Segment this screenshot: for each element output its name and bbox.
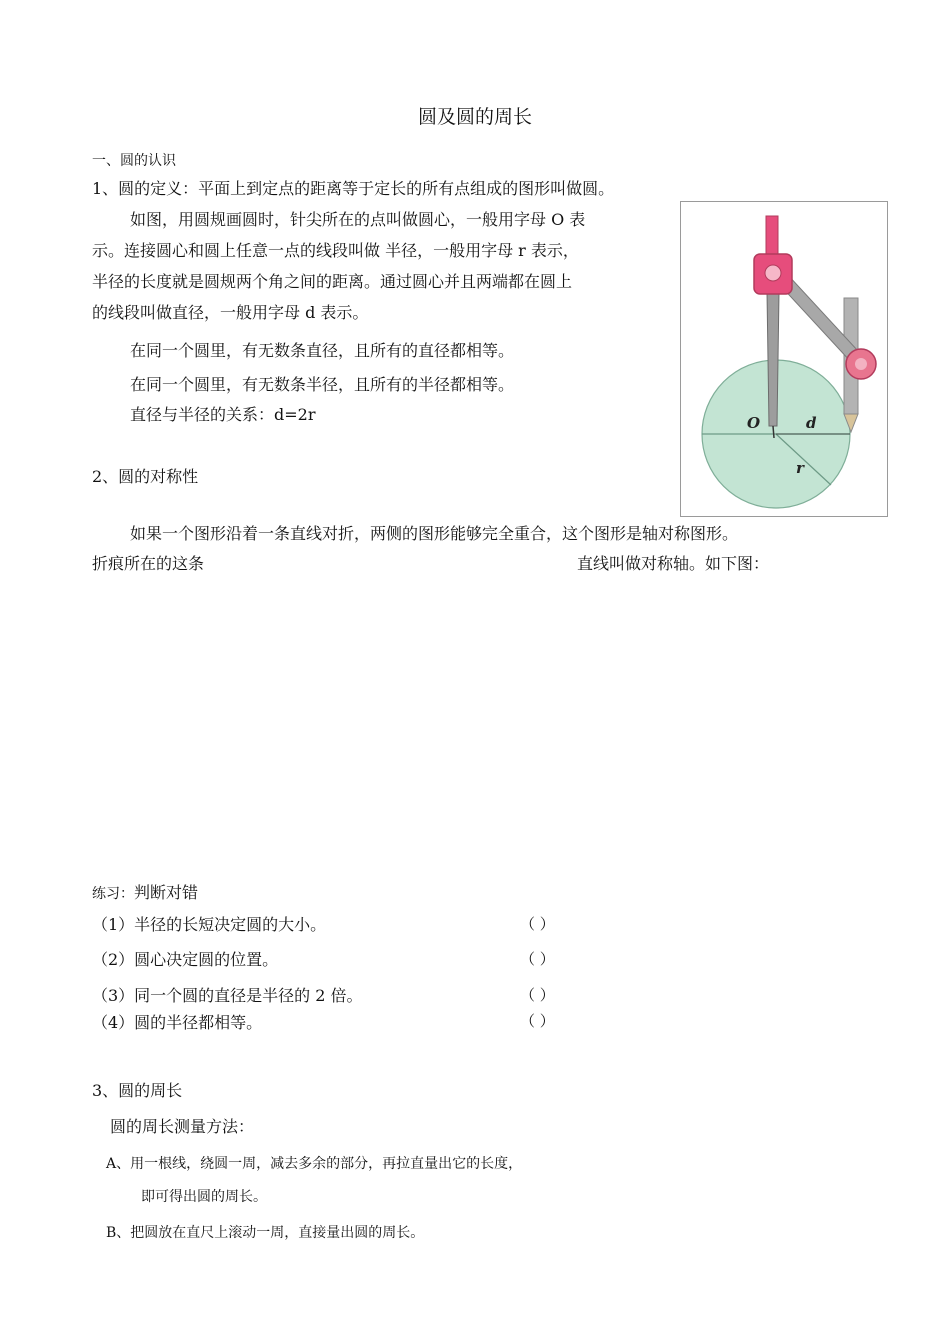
para-line-4: 的线段叫做直径，一般用字母 d 表示。 [92,303,369,322]
answer-blank-2[interactable]: （ ） [520,950,555,968]
practice-prefix: 练习： [92,886,134,902]
radius-label: r [796,459,804,477]
compass-diagram [681,202,887,516]
method-title: 圆的周长测量方法： [110,1117,255,1136]
fact-radius: 在同一个圆里，有无数条半径，且所有的半径都相等。 [130,375,515,394]
page-title: 圆及圆的周长 [417,106,532,128]
answer-blank-4[interactable]: （ ） [520,1012,555,1030]
method-b: B、把圆放在直尺上滚动一周，直接量出圆的周长。 [106,1225,425,1241]
practice-title: 判断对错 [134,883,199,902]
section3-heading: 3、圆的周长 [92,1081,183,1100]
practice-heading [92,880,198,903]
method-a-line-2: 即可得出圆的周长。 [141,1189,267,1205]
practice-item-4: （4）圆的半径都相等。 [92,1013,263,1032]
practice-item-1: （1）半径的长短决定圆的大小。 [92,915,327,934]
section2-heading: 2、圆的对称性 [92,467,199,486]
center-label: O [747,414,761,432]
symmetry-line-2b: 直线叫做对称轴。如下图： [577,554,770,573]
practice-item-3: （3）同一个圆的直径是半径的 2 倍。 [92,986,363,1005]
method-a-line-1: A、用一根线，绕圆一周，减去多余的部分，再拉直量出它的长度， [106,1156,523,1172]
needle-leg [767,292,779,426]
diameter-label: d [806,414,817,432]
compass-head-screw [765,265,781,281]
section1-heading: 一、圆的认识 [92,153,176,169]
practice-item-2: （2）圆心决定圆的位置。 [92,950,279,969]
fact-diameter: 在同一个圆里，有无数条直径，且所有的直径都相等。 [130,341,515,360]
para-line-2: 示。连接圆心和圆上任意一点的线段叫做 半径，一般用字母 r 表示， [92,241,579,260]
arm-hinge-core [855,358,867,370]
circle-definition: 1、圆的定义：平面上到定点的距离等于定长的所有点组成的图形叫做圆。 [92,179,615,198]
symmetry-line-1: 如果一个图形沿着一条直线对折，两侧的图形能够完全重合，这个图形是轴对称图形。 [130,524,739,543]
compass-figure [680,201,888,517]
needle-point [773,426,774,438]
symmetry-line-2a: 折痕所在的这条 [92,554,205,573]
answer-blank-1[interactable]: （ ） [520,915,555,933]
para-line-3: 半径的长度就是圆规两个角之间的距离。通过圆心并且两端都在圆上 [92,272,573,291]
diameter-radius-relation: 直径与半径的关系：d=2r [130,405,316,424]
answer-blank-3[interactable]: （ ） [520,986,555,1004]
para-line-1: 如图，用圆规画圆时，针尖所在的点叫做圆心，一般用字母 O 表 [130,210,586,229]
